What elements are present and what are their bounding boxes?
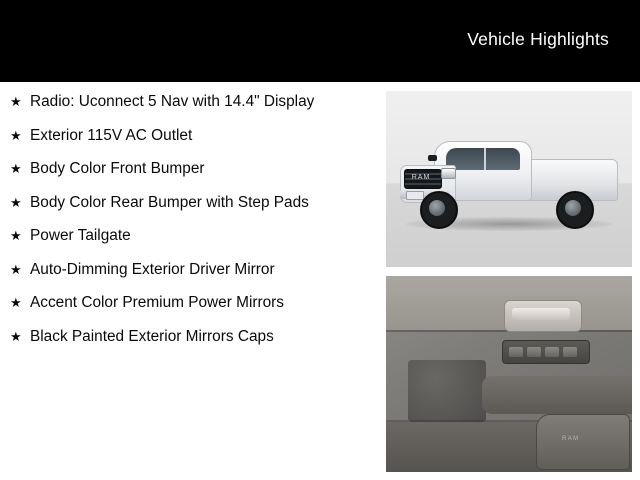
list-item-label: Exterior 115V AC Outlet [30, 126, 193, 144]
star-icon: ★ [10, 127, 22, 143]
list-item [8, 125, 368, 147]
list-item-label: Power Tailgate [30, 227, 131, 244]
door-storage-pocket [536, 414, 630, 470]
door-panel-illustration [386, 276, 632, 472]
vehicle-highlights-list [8, 91, 368, 359]
photo-column [386, 91, 632, 472]
door-speaker-grille [408, 360, 486, 422]
star-icon: ★ [10, 261, 22, 277]
license-plate [406, 191, 424, 200]
star-icon: ★ [10, 228, 22, 243]
window-switch [509, 347, 523, 357]
list-item [8, 192, 368, 214]
truck-front-wheel [420, 191, 458, 229]
truck-window-divider [484, 148, 486, 170]
list-item [8, 326, 368, 348]
header-bar [0, 0, 640, 82]
list-item-label: Body Color Front Bumper [30, 160, 205, 177]
star-icon: ★ [10, 194, 22, 210]
window-switch-panel [502, 340, 590, 364]
list-item-label: Auto-Dimming Exterior Driver Mirror [30, 260, 275, 278]
list-item [8, 91, 368, 113]
truck-exterior-photo [386, 91, 632, 267]
list-item-label: Black Painted Exterior Mirrors Caps [30, 327, 274, 345]
door-armrest [482, 376, 632, 414]
window-switch [527, 347, 541, 357]
list-item [8, 292, 368, 314]
star-icon: ★ [10, 328, 22, 344]
window-switch [563, 347, 577, 357]
star-icon: ★ [10, 295, 22, 310]
truck-rear-wheel [556, 191, 594, 229]
star-icon: ★ [10, 161, 22, 176]
list-item [8, 259, 368, 281]
list-item-label: Body Color Rear Bumper with Step Pads [30, 193, 309, 211]
side-mirror [428, 155, 437, 161]
door-ram-badge: RAM [562, 436, 580, 442]
window-switch [545, 347, 559, 357]
truck-window [446, 148, 520, 170]
truck-headlight [441, 168, 456, 179]
door-panel-photo [386, 276, 632, 472]
list-item [8, 158, 368, 180]
door-handle [512, 308, 570, 320]
content-area [0, 82, 640, 480]
list-item [8, 225, 368, 247]
list-item-label: Accent Color Premium Power Mirrors [30, 294, 284, 311]
truck-illustration [400, 127, 618, 235]
ram-badge: RAM [411, 174, 431, 181]
star-icon: ★ [10, 94, 22, 109]
list-item-label: Radio: Uconnect 5 Nav with 14.4" Display [30, 93, 315, 110]
page-title: Vehicle Highlights [467, 29, 609, 49]
